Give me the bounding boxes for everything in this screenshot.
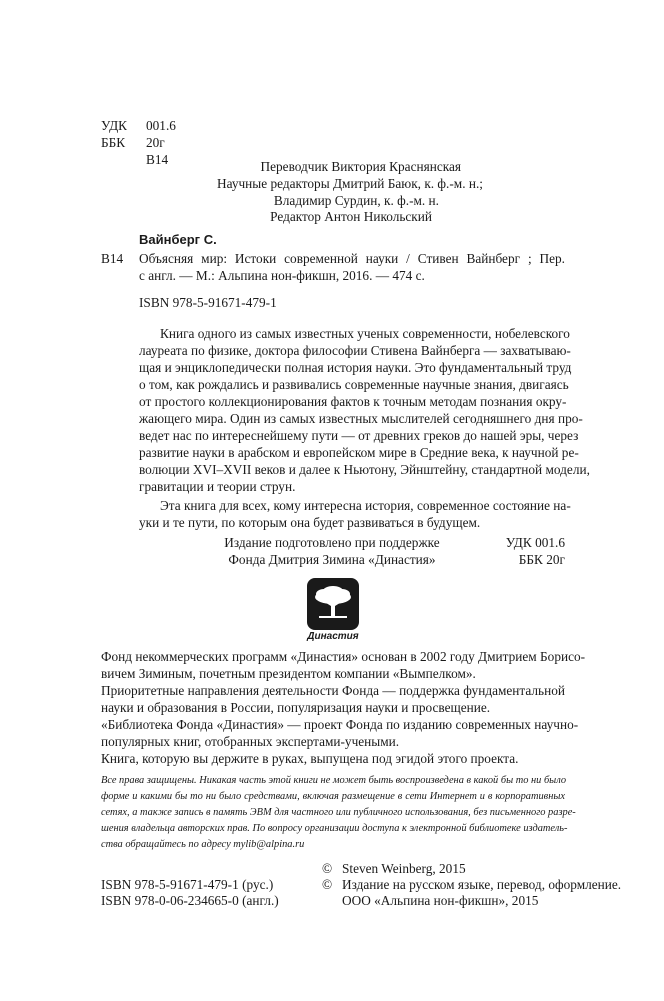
copyright-publisher-line1: Издание на русском языке, перевод, оформление. [342, 877, 622, 892]
copyright-publisher-line2: ООО «Альпина нон-фикшн», 2015 [342, 893, 539, 908]
catalog-isbn: ISBN 978-5-91671-479-1 [139, 295, 277, 310]
author-sign: В14 [146, 152, 169, 167]
rights-line: форме и какими бы то ни было средствами, включая размещение в сети Интернет и в корпоративных [101, 791, 565, 802]
annotation-line: Эта книга для всех, кому интересна история, современное состояние на- [160, 498, 571, 513]
foundation-line: вичем Зиминым, почетным президентом компании «Вымпелком». [101, 666, 476, 681]
support-line1: Издание подготовлено при поддержке [224, 535, 440, 550]
annotation-line: ведет нас по интереснейшему пути — от древних греков до нашей эры, через [139, 428, 579, 443]
footer-isbn-en: ISBN 978-0-06-234665-0 (англ.) [101, 893, 279, 908]
credit-science-editor-2: Владимир Сурдин, к. ф.-м. н. [273, 193, 439, 208]
rights-line: шения владельца авторских прав. По вопросу организации доступа к электронной библиотеке издатель- [101, 823, 568, 834]
catalog-sign: В14 [101, 251, 124, 266]
annotation-line: жающего мира. Один из самых известных мыслителей сегодняшнего дня про- [139, 411, 583, 426]
credit-editor: Редактор Антон Никольский [270, 209, 432, 224]
udk-label: УДК [101, 118, 128, 133]
copyright-author: Steven Weinberg, 2015 [342, 861, 466, 876]
support-line2: Фонда Дмитрия Зимина «Династия» [228, 552, 436, 567]
credit-science-editors: Научные редакторы Дмитрий Баюк, к. ф.-м. н.; [217, 176, 483, 191]
credit-translator: Переводчик Виктория Краснянская [260, 159, 461, 174]
bottom-udk: УДК 001.6 [505, 535, 565, 550]
annotation-line: волюции XVI–XVII веков и далее к Ньютону, Эйнштейну, стандартной модели, [139, 462, 590, 477]
annotation-line: лауреата по физике, доктора философии Стивена Вайнберга — захватываю- [139, 343, 571, 358]
catalog-author: Вайнберг С. [139, 232, 217, 247]
bottom-bbk: ББК 20г [518, 552, 565, 567]
dynasty-logo-icon [307, 578, 359, 630]
copyright-icon: © [322, 861, 333, 876]
catalog-title-line1: Объясняя мир: Истоки современной науки / Стивен Вайнберг ; Пер. [139, 251, 565, 266]
foundation-line: Фонд некоммерческих программ «Династия» основан в 2002 году Дмитрием Борисо- [101, 649, 586, 664]
bbk-label: ББК [101, 135, 126, 150]
annotation-line: Книга одного из самых известных ученых современности, нобелевского [160, 326, 570, 341]
tree-icon [307, 578, 359, 630]
bbk-value: 20г [146, 135, 165, 150]
foundation-line: науки и образования в России, популяризация науки и просвещение. [101, 700, 491, 715]
catalog-title-line2: с англ. — М.: Альпина нон-фикшн, 2016. — 474 с. [139, 268, 425, 283]
rights-line: сетях, а также запись в память ЭВМ для частного или публичного использования, без письменного разре- [101, 807, 576, 818]
foundation-line: популярных книг, отобранных экспертами-учеными. [101, 734, 400, 749]
foundation-line: Приоритетные направления деятельности Фонда — поддержка фундаментальной [101, 683, 565, 698]
rights-line: ства обращайтесь по адресу mylib@alpina.ru [101, 839, 305, 850]
udk-value: 001.6 [146, 118, 176, 133]
copyright-icon: © [322, 877, 333, 892]
foundation-line: Книга, которую вы держите в руках, выпущена под эгидой этого проекта. [101, 751, 519, 766]
foundation-line: «Библиотека Фонда «Династия» — проект Фонда по изданию современных научно- [101, 717, 579, 732]
dynasty-logo-label: Династия [307, 631, 359, 642]
annotation-line: о том, как рождались и развивались современные научные знания, двигаясь [139, 377, 569, 392]
annotation-line: гравитации и теории струн. [139, 479, 296, 494]
annotation-line: щая и энциклопедически полная история науки. Это фундаментальный труд [139, 360, 572, 375]
rights-line: Все права защищены. Никакая часть этой книги не может быть воспроизведена в какой бы то ни было [101, 775, 567, 786]
footer-isbn-ru: ISBN 978-5-91671-479-1 (рус.) [101, 877, 274, 892]
annotation-line: от простого коллекционирования фактов к точным методам познания окру- [139, 394, 567, 409]
annotation-line: уки и те пути, по которым она будет развиваться в будущем. [139, 515, 481, 530]
annotation-line: развитие науки в арабском и европейском мире в Средние века, к научной ре- [139, 445, 579, 460]
